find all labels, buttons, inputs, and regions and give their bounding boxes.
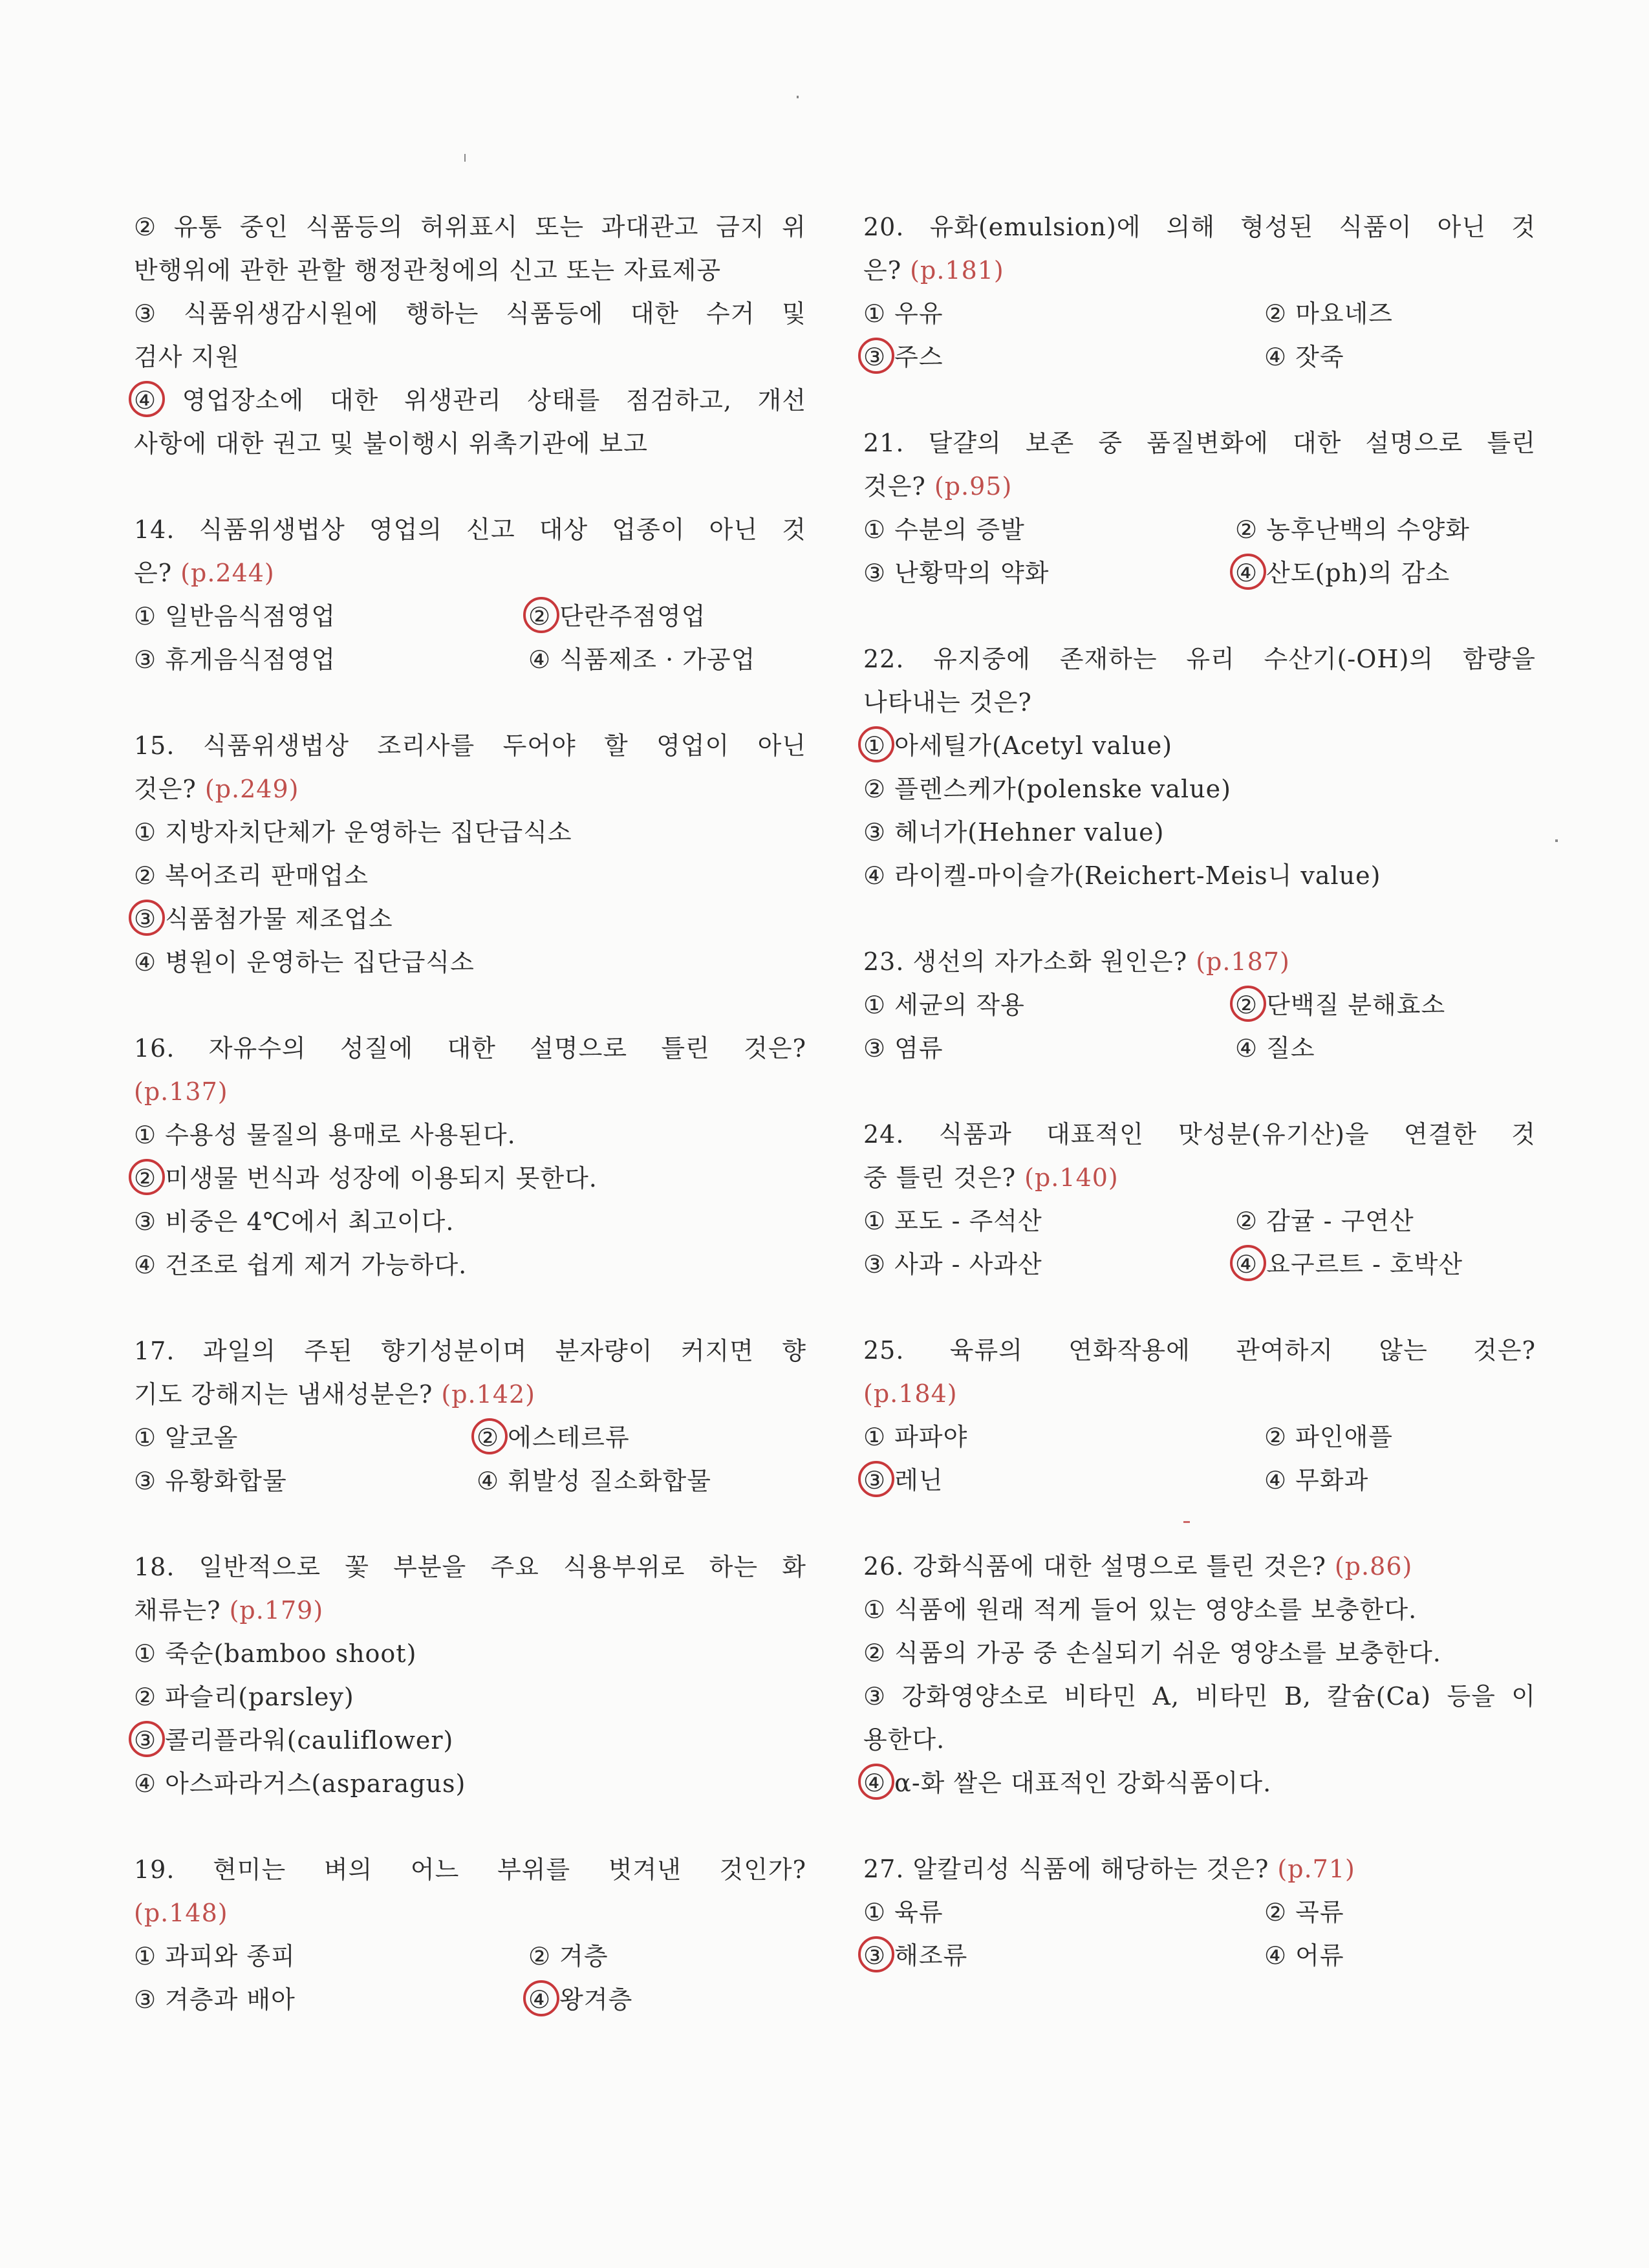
option-row [134, 1157, 806, 1200]
option [863, 1416, 1264, 1459]
question-stem [863, 1372, 1536, 1416]
answer-circle-icon [858, 338, 894, 374]
option [528, 595, 706, 638]
option [863, 1934, 1264, 1978]
option [863, 1200, 1235, 1243]
option: ③ 식품위생감시원에 행하는 식품등에 대한 수거 및 [134, 292, 806, 336]
page-reference: (p.137) [134, 1077, 228, 1106]
option-number: ② [477, 1416, 499, 1460]
option-number: ④ [528, 1978, 551, 2022]
option-head [863, 1769, 1271, 1797]
option-number: ① [863, 1423, 887, 1451]
option-row [863, 1243, 1536, 1286]
option [1264, 1416, 1393, 1459]
option-text: 육류 [886, 1898, 943, 1927]
option [863, 861, 1381, 890]
option [1235, 984, 1445, 1027]
option-row [863, 508, 1536, 552]
option-row [134, 595, 806, 638]
question-q18 [134, 1546, 806, 1806]
answer-circle-icon [523, 597, 559, 633]
option [477, 1460, 711, 1503]
option: ③ 강화영양소로 비타민 A, 비타민 B, 칼슘(Ca) 등을 이 [863, 1675, 1536, 1718]
option-number: ④ [134, 948, 157, 977]
option-number: ② [1235, 1207, 1258, 1235]
option-row [134, 1244, 806, 1287]
option-number: ③ [134, 645, 157, 674]
option [134, 1460, 477, 1503]
option [134, 595, 528, 638]
option-text: 콜리플라워(cauliflower) [156, 1726, 454, 1755]
option-row [134, 898, 806, 941]
option-row [134, 1114, 806, 1157]
option [863, 775, 1231, 803]
option-text: 미생물 번식과 성장에 이용되지 못한다. [156, 1164, 598, 1193]
option-row [863, 1416, 1536, 1459]
option-row [863, 854, 1536, 898]
option-text: 겨층과 배아 [156, 1985, 296, 2014]
option-text: 휴게음식점영업 [156, 645, 336, 674]
page-reference: (p.187) [1196, 947, 1290, 976]
option-number: ③ [863, 1459, 886, 1502]
option-text: 아스파라거스(asparagus) [156, 1769, 466, 1798]
option-row [134, 1200, 806, 1244]
option-row [134, 1460, 806, 1503]
option [1235, 508, 1470, 552]
text-line: 20. 유화(emulsion)에 의해 형성된 식품이 아닌 것 [863, 213, 1536, 241]
question-stem: 27. 알칼리성 식품에 해당하는 것은? (p.71) [863, 1855, 1355, 1883]
text-line: 17. 과일의 주된 향기성분이며 분자량이 커지면 향 [134, 1337, 806, 1365]
option-head [134, 292, 156, 336]
option-row [134, 1762, 806, 1806]
option-row [863, 984, 1536, 1027]
option-text: 왕겨층 [551, 1985, 633, 2014]
option-text: 파슬리(parsley) [156, 1683, 354, 1711]
option-number: ① [134, 1942, 157, 1971]
scan-speck [1555, 839, 1558, 842]
option [863, 1459, 1264, 1502]
option-number: ④ [134, 1769, 157, 1798]
option-head [863, 1675, 886, 1718]
option-text: 휘발성 질소화합물 [499, 1467, 711, 1495]
option-row [863, 1934, 1536, 1978]
option-text: 단백질 분해효소 [1258, 991, 1446, 1019]
option [134, 1935, 528, 1978]
question-q26 [863, 1545, 1536, 1805]
option [134, 1416, 477, 1460]
option-continuation: 사항에 대한 권고 및 불이행시 위촉기관에 보고 [134, 429, 648, 458]
option [134, 1978, 528, 2022]
option [528, 638, 755, 682]
option [134, 1726, 453, 1755]
text-line: 22. 유지중에 존재하는 유리 수산기(-OH)의 함량을 [863, 645, 1536, 673]
option-text: 해조류 [886, 1941, 968, 1970]
option-text: 포도 - 주석산 [886, 1207, 1042, 1235]
scan-speck [797, 96, 799, 98]
option [863, 292, 1264, 336]
option [1235, 1200, 1414, 1243]
right-column [863, 206, 1536, 2020]
option [1264, 336, 1344, 379]
option [134, 818, 572, 847]
scan-speck [464, 154, 466, 162]
option: ④ 영업장소에 대한 위생관리 상태를 점검하고, 개선 [134, 379, 806, 422]
text-line: 14. 식품위생법상 영업의 신고 대상 업종이 아닌 것 [134, 515, 806, 544]
option-number: ④ [1264, 1466, 1288, 1495]
option [477, 1416, 630, 1460]
option-text: 식품제조 · 가공업 [551, 645, 756, 674]
page-reference: (p.249) [204, 775, 299, 803]
question-stem [134, 1892, 806, 1935]
question-stem: 나타내는 것은? [863, 688, 1032, 717]
option-text: 무화과 [1287, 1466, 1369, 1495]
option-text: 질소 [1258, 1034, 1315, 1063]
option-text: 레닌 [886, 1466, 943, 1495]
option-number: ② [528, 595, 551, 638]
option-number: ③ [863, 818, 887, 847]
option-row [863, 336, 1536, 379]
option-row [134, 1676, 806, 1719]
option-text: α-화 쌀은 대표적인 강화식품이다. [886, 1769, 1272, 1797]
answer-circle-icon [858, 1936, 894, 1972]
question-q23 [863, 940, 1536, 1070]
option-number: ③ [863, 1034, 887, 1063]
option-number: ③ [863, 1682, 887, 1711]
option-text: 사과 - 사과산 [886, 1250, 1042, 1279]
question-q19 [134, 1848, 806, 2022]
option [134, 1251, 467, 1279]
option-text: 겨층 [551, 1942, 609, 1971]
question-q27 [863, 1848, 1536, 1978]
option-number: ① [863, 1595, 887, 1624]
option-text: 헤너가(Hehner value) [886, 818, 1165, 847]
option-text: 파파야 [886, 1423, 968, 1451]
option-number: ④ [1235, 1034, 1258, 1063]
option-number: ③ [134, 1207, 157, 1236]
option-number: ① [863, 724, 886, 768]
option [1264, 292, 1393, 336]
question-q16 [134, 1027, 806, 1287]
answer-circle-icon [129, 381, 165, 417]
option-head [863, 1639, 1441, 1667]
option-row [134, 854, 806, 898]
option [134, 638, 528, 682]
option-number: ① [863, 1207, 887, 1235]
option-text: 곡류 [1287, 1898, 1344, 1927]
page-reference: (p.148) [134, 1899, 228, 1927]
option-number: ③ [134, 299, 157, 328]
option-text: 마요네즈 [1287, 299, 1393, 328]
option-text: 식품첨가물 제조업소 [156, 905, 393, 933]
option-number: ② [863, 775, 887, 803]
option-number: ② [134, 1157, 156, 1200]
option-row [863, 724, 1536, 768]
option-text: 산도(ph)의 감소 [1258, 559, 1450, 587]
option-number: ④ [1264, 1941, 1288, 1970]
option-number: ① [863, 515, 887, 544]
option [1264, 1891, 1344, 1934]
option-row [863, 1200, 1536, 1243]
option-number: ② [134, 213, 157, 241]
option-row [863, 1459, 1536, 1502]
option-text: 유황화합물 [156, 1467, 287, 1495]
page-reference: (p.86) [1334, 1552, 1413, 1581]
option [1235, 552, 1450, 595]
option-text: 아세틸가(Acetyl value) [886, 731, 1173, 760]
text-line: 21. 달걀의 보존 중 품질변화에 대한 설명으로 틀린 [863, 429, 1536, 457]
question-q13-cont [134, 206, 806, 466]
option-number: ④ [863, 1762, 886, 1805]
option-text: 에스테르류 [499, 1423, 630, 1452]
option-row [134, 1416, 806, 1460]
page-reference: (p.71) [1277, 1855, 1355, 1883]
option [134, 1121, 516, 1149]
text-line: 15. 식품위생법상 조리사를 두어야 할 영업이 아닌 [134, 731, 806, 760]
option-number: ③ [134, 1985, 157, 2014]
answer-circle-icon [858, 1764, 894, 1800]
text-line: 16. 자유수의 성질에 대한 설명으로 틀린 것은? [134, 1034, 806, 1063]
option-text: 단란주점영업 [551, 602, 706, 631]
option [863, 1027, 1235, 1070]
question-stem: 기도 강해지는 냄새성분은? (p.142) [134, 1380, 535, 1409]
question-q21 [863, 422, 1536, 595]
option-row [134, 1632, 806, 1676]
option [134, 1639, 416, 1668]
option-text: 요구르트 - 호박산 [1258, 1250, 1463, 1279]
option [863, 818, 1164, 847]
answer-circle-icon [1230, 986, 1266, 1022]
option-number: ③ [134, 1719, 156, 1762]
question-q14 [134, 508, 806, 682]
option-number: ① [134, 1423, 157, 1452]
option-number: ④ [477, 1467, 500, 1495]
option-text: 식품의 가공 중 손실되기 쉬운 영양소를 보충한다. [886, 1639, 1441, 1667]
option-number: ② [134, 1683, 157, 1711]
text-line: 19. 현미는 벼의 어느 부위를 벗겨낸 것인가? [134, 1855, 806, 1884]
option [528, 1978, 632, 2022]
text-line: 18. 일반적으로 꽃 부분을 주요 식용부위로 하는 화 [134, 1553, 806, 1581]
option-continuation: 반행위에 관한 관할 행정관청에의 신고 또는 자료제공 [134, 256, 722, 285]
option-text: 감귤 - 구연산 [1258, 1207, 1414, 1235]
option [134, 1769, 466, 1798]
option-number: ① [863, 1898, 887, 1927]
option-text: 지방자치단체가 운영하는 집단급식소 [156, 818, 572, 847]
option-text: 플렌스케가(polenske value) [886, 775, 1231, 803]
option-text: 라이켈-마이슬가(Reichert-Meis니 value) [886, 861, 1381, 890]
option-number: ② [1264, 1423, 1288, 1451]
option-number: ③ [134, 898, 156, 941]
option-text: 과피와 종피 [156, 1942, 296, 1971]
option-number: ① [134, 818, 157, 847]
option [863, 1632, 1536, 1675]
option-number: ② [134, 861, 157, 890]
option [1235, 1243, 1463, 1286]
option [863, 1243, 1235, 1286]
option-text: 수용성 물질의 용매로 사용된다. [156, 1121, 516, 1149]
option-number: ② [528, 1942, 552, 1971]
question-stem: 은? (p.181) [863, 256, 1004, 285]
option-number: ① [863, 299, 887, 328]
option [863, 984, 1235, 1027]
page-reference: (p.181) [910, 256, 1004, 285]
text-line: 24. 식품과 대표적인 맛성분(유기산)을 연결한 것 [863, 1120, 1536, 1149]
option [1235, 1027, 1315, 1070]
option-row [863, 1027, 1536, 1070]
answer-circle-icon [523, 1980, 559, 2016]
answer-circle-icon [129, 1721, 165, 1757]
option [863, 336, 1264, 379]
option-row [863, 1891, 1536, 1934]
option [134, 905, 393, 933]
option-text: 수분의 증발 [886, 515, 1025, 544]
option-head [134, 206, 156, 249]
question-q24 [863, 1113, 1536, 1286]
option [134, 861, 369, 890]
option-number: ② [863, 1639, 887, 1667]
option-row [134, 1978, 806, 2022]
option-text: 죽순(bamboo shoot) [156, 1639, 417, 1668]
option [1264, 1459, 1368, 1502]
option [134, 1683, 354, 1711]
answer-circle-icon [858, 726, 894, 762]
option-number: ④ [1235, 1243, 1258, 1286]
option [134, 1164, 598, 1193]
option-row [863, 768, 1536, 811]
question-stem: 채류는? (p.179) [134, 1596, 324, 1625]
option-number: ③ [863, 1250, 887, 1279]
option-number: ④ [134, 379, 156, 422]
option-row [134, 941, 806, 984]
option-number: ③ [863, 1934, 886, 1978]
option-row [863, 811, 1536, 854]
option-text: 어류 [1287, 1941, 1344, 1970]
option-continuation: 용한다. [863, 1725, 945, 1754]
page-reference: (p.95) [934, 472, 1013, 501]
question-q22 [863, 638, 1536, 898]
option [134, 1207, 454, 1236]
question-q20 [863, 206, 1536, 379]
option-text: 우유 [886, 299, 943, 328]
option [863, 1588, 1536, 1632]
option-text: 파인애플 [1287, 1423, 1393, 1451]
option-number: ① [134, 1639, 157, 1668]
answer-circle-icon [471, 1418, 508, 1454]
option-head [863, 1595, 1417, 1624]
page-reference: (p.179) [229, 1596, 324, 1625]
option-text: 주스 [886, 343, 943, 371]
page-reference: (p.140) [1024, 1163, 1119, 1192]
option-text: 일반음식점영업 [156, 602, 336, 631]
option-number: ① [134, 602, 157, 631]
option [863, 1762, 1536, 1805]
question-stem: 26. 강화식품에 대한 설명으로 틀린 것은? (p.86) [863, 1552, 1413, 1581]
option-number: ③ [134, 1467, 157, 1495]
option-row [134, 638, 806, 682]
option-number: ② [1235, 515, 1258, 544]
answer-circle-icon [1230, 1245, 1266, 1281]
option-number: ① [134, 1121, 157, 1149]
question-stem [134, 1070, 806, 1114]
answer-circle-icon [858, 1461, 894, 1497]
option [134, 948, 475, 977]
option-text: 농후난백의 수양화 [1258, 515, 1470, 544]
option-text: 복어조리 판매업소 [156, 861, 369, 890]
answer-circle-icon [1230, 554, 1266, 590]
question-q15 [134, 724, 806, 984]
option-text: 난황막의 약화 [886, 559, 1050, 587]
text-line: 25. 육류의 연화작용에 관여하지 않는 것은? [863, 1336, 1536, 1365]
option-text: 세균의 작용 [886, 991, 1025, 1019]
option-number: ③ [863, 336, 886, 379]
option-number: ① [863, 991, 887, 1019]
question-q25 [863, 1329, 1536, 1502]
option-row [863, 552, 1536, 595]
page-reference: (p.142) [441, 1380, 535, 1409]
option-text: 식품에 원래 적게 들어 있는 영양소를 보충한다. [886, 1595, 1417, 1624]
question-stem: 중 틀린 것은? (p.140) [863, 1163, 1119, 1192]
question-stem: 23. 생선의 자가소화 원인은? (p.187) [863, 947, 1290, 976]
option-continuation: 검사 지원 [134, 343, 240, 371]
option [1264, 1934, 1344, 1978]
question-stem: 것은? (p.249) [134, 775, 299, 803]
option-text: 잣죽 [1287, 343, 1344, 371]
option [863, 731, 1172, 760]
option-row [863, 292, 1536, 336]
option-number: ② [1264, 1898, 1288, 1927]
option [863, 1891, 1264, 1934]
option-text: 염류 [886, 1034, 943, 1063]
option-number: ② [1264, 299, 1288, 328]
option [528, 1935, 609, 1978]
question-stem: 은? (p.244) [134, 559, 275, 587]
page-reference: (p.184) [863, 1379, 958, 1408]
answer-circle-icon [129, 1159, 165, 1195]
option-text: 비중은 4℃에서 최고이다. [156, 1207, 455, 1236]
option-row [134, 1719, 806, 1762]
option-number: ④ [1264, 343, 1288, 371]
option-text: 알코올 [156, 1423, 239, 1452]
option-text: 병원이 운영하는 집단급식소 [156, 948, 475, 977]
option-number: ④ [528, 645, 552, 674]
option-number: ③ [863, 559, 887, 587]
option-row [134, 811, 806, 854]
answer-circle-icon [129, 900, 165, 936]
question-stem: 것은? (p.95) [863, 472, 1013, 501]
question-q17 [134, 1330, 806, 1503]
option-head [134, 379, 156, 422]
option [863, 508, 1235, 552]
scan-speck [1183, 1521, 1190, 1523]
option-number: ④ [1235, 552, 1258, 595]
option-text: 건조로 쉽게 제거 가능하다. [156, 1251, 468, 1279]
page-reference: (p.244) [180, 559, 275, 587]
option-row [134, 1935, 806, 1978]
option [863, 552, 1235, 595]
option: ② 유통 중인 식품등의 허위표시 또는 과대관고 금지 위 [134, 206, 806, 249]
left-column [134, 206, 806, 2064]
option-number: ④ [134, 1251, 157, 1279]
option-number: ② [1235, 984, 1258, 1027]
option-number: ④ [863, 861, 887, 890]
